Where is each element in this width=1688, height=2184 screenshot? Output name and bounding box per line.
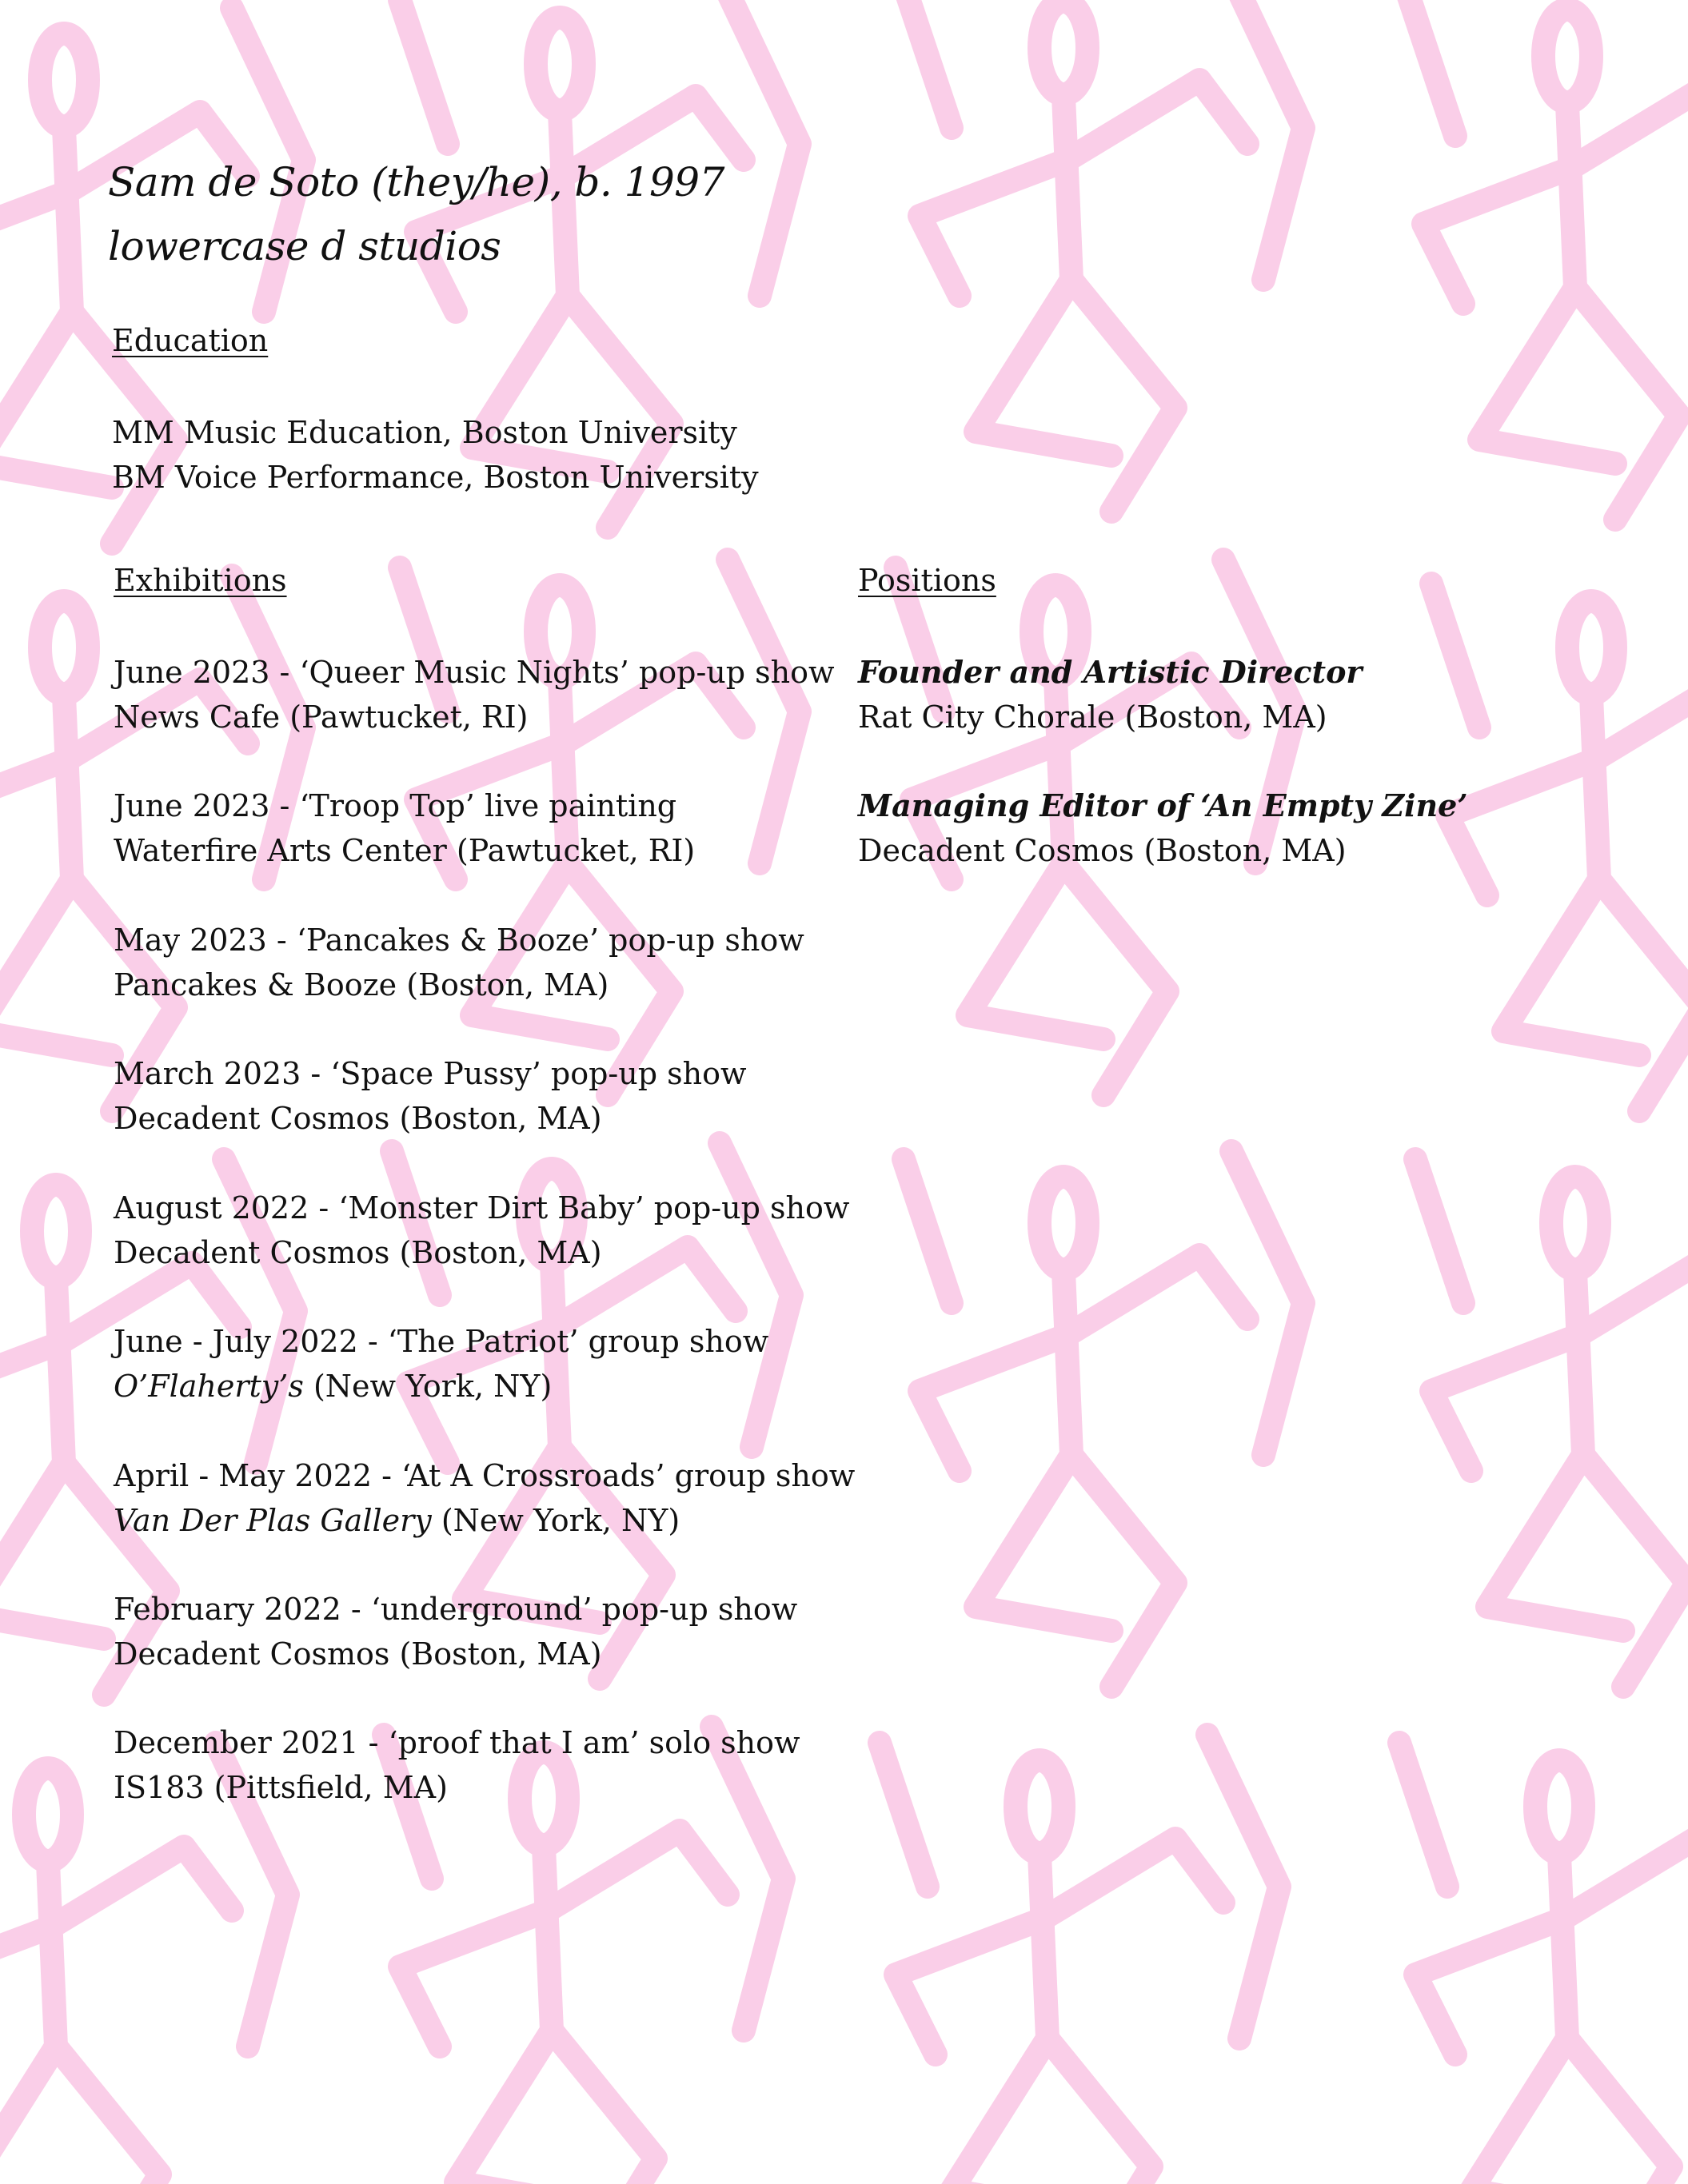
exhibition-venue: O’Flaherty’s (New York, NY) [114,1369,553,1404]
education-item: BM Voice Performance, Boston University [112,460,759,495]
exhibition-title: June 2023 - ‘Troop Top’ live painting [114,788,677,823]
exhibition-title: June - July 2022 - ‘The Patriot’ group show [114,1324,769,1359]
exhibition-title: February 2022 - ‘underground’ pop-up show [114,1592,798,1627]
exhibition-entry [114,1051,747,1141]
education-heading: Education [112,323,269,358]
position-organization: Rat City Chorale (Boston, MA) [858,699,1327,735]
positions-heading: Positions [858,563,996,598]
exhibition-venue: Decadent Cosmos (Boston, MA) [114,1101,602,1136]
exhibition-title: March 2023 - ‘Space Pussy’ pop-up show [114,1056,747,1091]
position-title: Managing Editor of ‘An Empty Zine’ [858,787,1468,823]
exhibition-entry [114,1587,797,1676]
artist-name-line: Sam de Soto (they/he), b. 1997 [108,159,724,205]
exhibition-title: August 2022 - ‘Monster Dirt Baby’ pop-up show [114,1190,850,1226]
exhibition-venue: Pancakes & Booze (Boston, MA) [114,967,609,1002]
education-list [112,410,759,500]
studio-name-line: lowercase d studios [108,223,501,269]
exhibitions-heading: Exhibitions [114,563,287,598]
exhibition-venue: IS183 (Pittsfield, MA) [114,1770,448,1805]
position-title: Founder and Artistic Director [858,654,1363,690]
cv-header [108,150,724,278]
exhibition-title: June 2023 - ‘Queer Music Nights’ pop-up show [114,655,835,690]
exhibition-title: December 2021 - ‘proof that I am’ solo show [114,1725,800,1760]
exhibition-entry [114,918,804,1007]
exhibition-entry [114,1453,855,1543]
education-item: MM Music Education, Boston University [112,415,737,450]
exhibition-entry [114,1319,768,1409]
exhibition-title: May 2023 - ‘Pancakes & Booze’ pop-up show [114,923,804,958]
exhibition-entry [114,1720,800,1810]
exhibition-entry [114,783,695,873]
position-organization: Decadent Cosmos (Boston, MA) [858,833,1347,868]
position-entry [858,650,1362,739]
exhibition-entry [114,1186,849,1275]
exhibition-venue: Decadent Cosmos (Boston, MA) [114,1636,602,1672]
exhibition-venue: Decadent Cosmos (Boston, MA) [114,1235,602,1270]
position-entry [858,783,1468,873]
exhibition-venue: News Cafe (Pawtucket, RI) [114,699,529,735]
exhibition-title: April - May 2022 - ‘At A Crossroads’ group show [114,1458,856,1493]
exhibition-venue: Van Der Plas Gallery (New York, NY) [114,1503,680,1538]
exhibition-venue: Waterfire Arts Center (Pawtucket, RI) [114,833,696,868]
exhibition-entry [114,650,835,739]
